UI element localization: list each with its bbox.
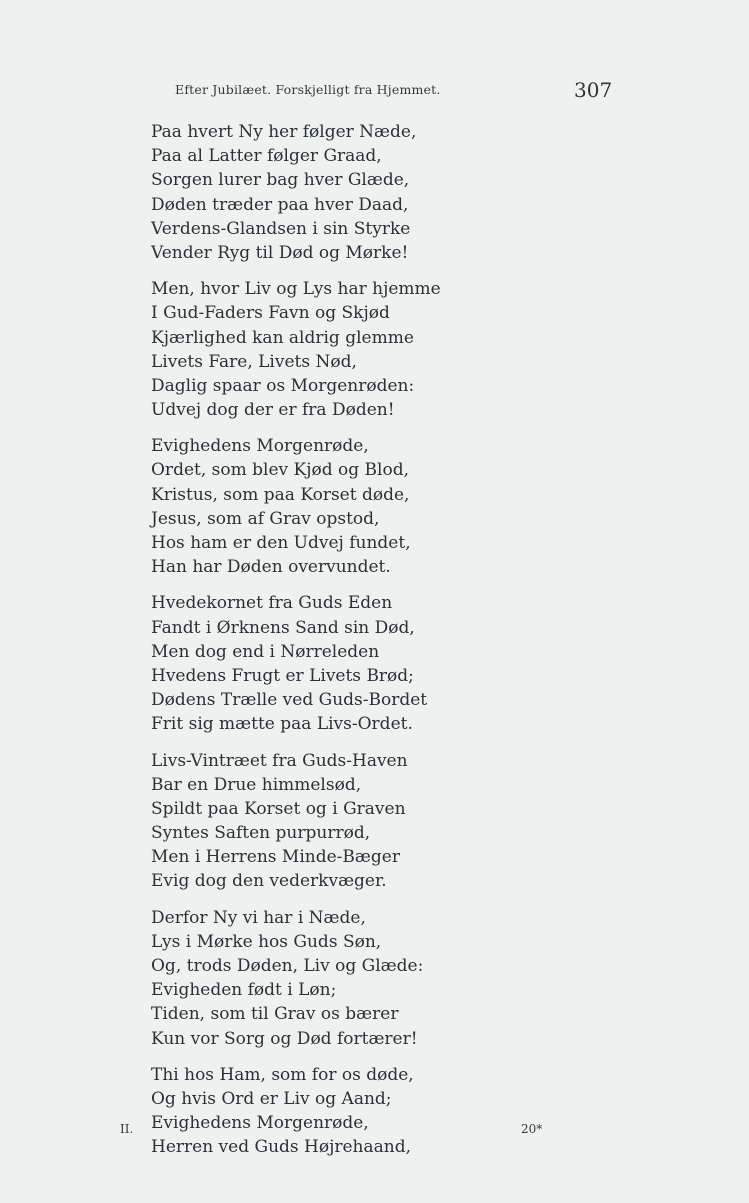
stanza-1 — [151, 120, 591, 265]
poem-line: Kristus, som paa Korset døde, — [151, 484, 410, 505]
poem-line: Bar en Drue himmelsød, — [151, 774, 362, 795]
page-header — [0, 78, 749, 108]
poem-line: Men i Herrens Minde-Bæger — [151, 847, 400, 868]
poem-line: Derfor Ny vi har i Næde, — [151, 907, 366, 928]
stanza-7 — [151, 1063, 591, 1160]
signature-number: 20* — [521, 1122, 543, 1136]
stanza-6 — [151, 906, 591, 1051]
poem-line: Sorgen lurer bag hver Glæde, — [151, 170, 410, 191]
poem-line: Evighedens Morgenrøde, — [151, 1113, 369, 1134]
poem-line: Han har Døden overvundet. — [151, 557, 391, 578]
poem-line: Frit sig mætte paa Livs-Ordet. — [151, 714, 413, 735]
poem-line: Fandt i Ørknens Sand sin Død, — [151, 617, 415, 638]
poem-line: Men, hvor Liv og Lys har hjemme — [151, 279, 441, 300]
poem-line: Herren ved Guds Højrehaand, — [151, 1137, 412, 1158]
poem-line: Syntes Saften purpurrød, — [151, 823, 371, 844]
poem-line: Jesus, som af Grav opstod, — [151, 508, 380, 529]
poem-line: Udvej dog der er fra Døden! — [151, 400, 395, 421]
running-title: Efter Jubilæet. Forskjelligt fra Hjemmet. — [175, 82, 441, 97]
poem-line: Hvedens Frugt er Livets Brød; — [151, 665, 414, 686]
poem-line: Vender Ryg til Død og Mørke! — [151, 242, 409, 263]
page-number: 307 — [574, 78, 613, 102]
poem-line: Hvedekornet fra Guds Eden — [151, 593, 393, 614]
poem-line: Lys i Mørke hos Guds Søn, — [151, 931, 382, 952]
signature-mark: II. — [120, 1122, 134, 1136]
stanza-4 — [151, 591, 591, 736]
poem-line: Paa hvert Ny her følger Næde, — [151, 122, 417, 142]
poem-line: Og hvis Ord er Liv og Aand; — [151, 1088, 392, 1109]
stanza-5 — [151, 749, 591, 894]
poem-line: Livs-Vintræet fra Guds-Haven — [151, 750, 408, 771]
poem-line: Livets Fare, Livets Nød, — [151, 351, 357, 372]
poem-line: Thi hos Ham, som for os døde, — [151, 1064, 414, 1085]
poem-line: Evighedens Morgenrøde, — [151, 436, 369, 457]
poem-line: Kun vor Sorg og Død fortærer! — [151, 1028, 418, 1049]
poem-line: Dødens Trælle ved Guds-Bordet — [151, 690, 428, 711]
poem-line: Døden træder paa hver Daad, — [151, 194, 409, 215]
poem-line: Paa al Latter følger Graad, — [151, 146, 382, 167]
stanza-3 — [151, 434, 591, 579]
poem-line: Og, trods Døden, Liv og Glæde: — [151, 956, 424, 976]
poem-line: Evigheden født i Løn; — [151, 980, 337, 1001]
stanza-2 — [151, 277, 591, 422]
poem-line: Spildt paa Korset og i Graven — [151, 798, 406, 819]
poem-line: Verdens-Glandsen i sin Styrke — [151, 218, 411, 239]
poem-line: I Gud-Faders Favn og Skjød — [151, 303, 390, 324]
poem-line: Kjærlighed kan aldrig glemme — [151, 327, 414, 348]
poem-line: Daglig spaar os Morgenrøden: — [151, 375, 415, 396]
poem-line: Ordet, som blev Kjød og Blod, — [151, 460, 409, 481]
poem-line: Hos ham er den Udvej fundet, — [151, 533, 411, 553]
poem-line: Tiden, som til Grav os bærer — [151, 1004, 399, 1025]
poem — [151, 120, 591, 1172]
poem-line: Men dog end i Nørreleden — [151, 641, 380, 662]
poem-line: Evig dog den vederkvæger. — [151, 871, 387, 892]
